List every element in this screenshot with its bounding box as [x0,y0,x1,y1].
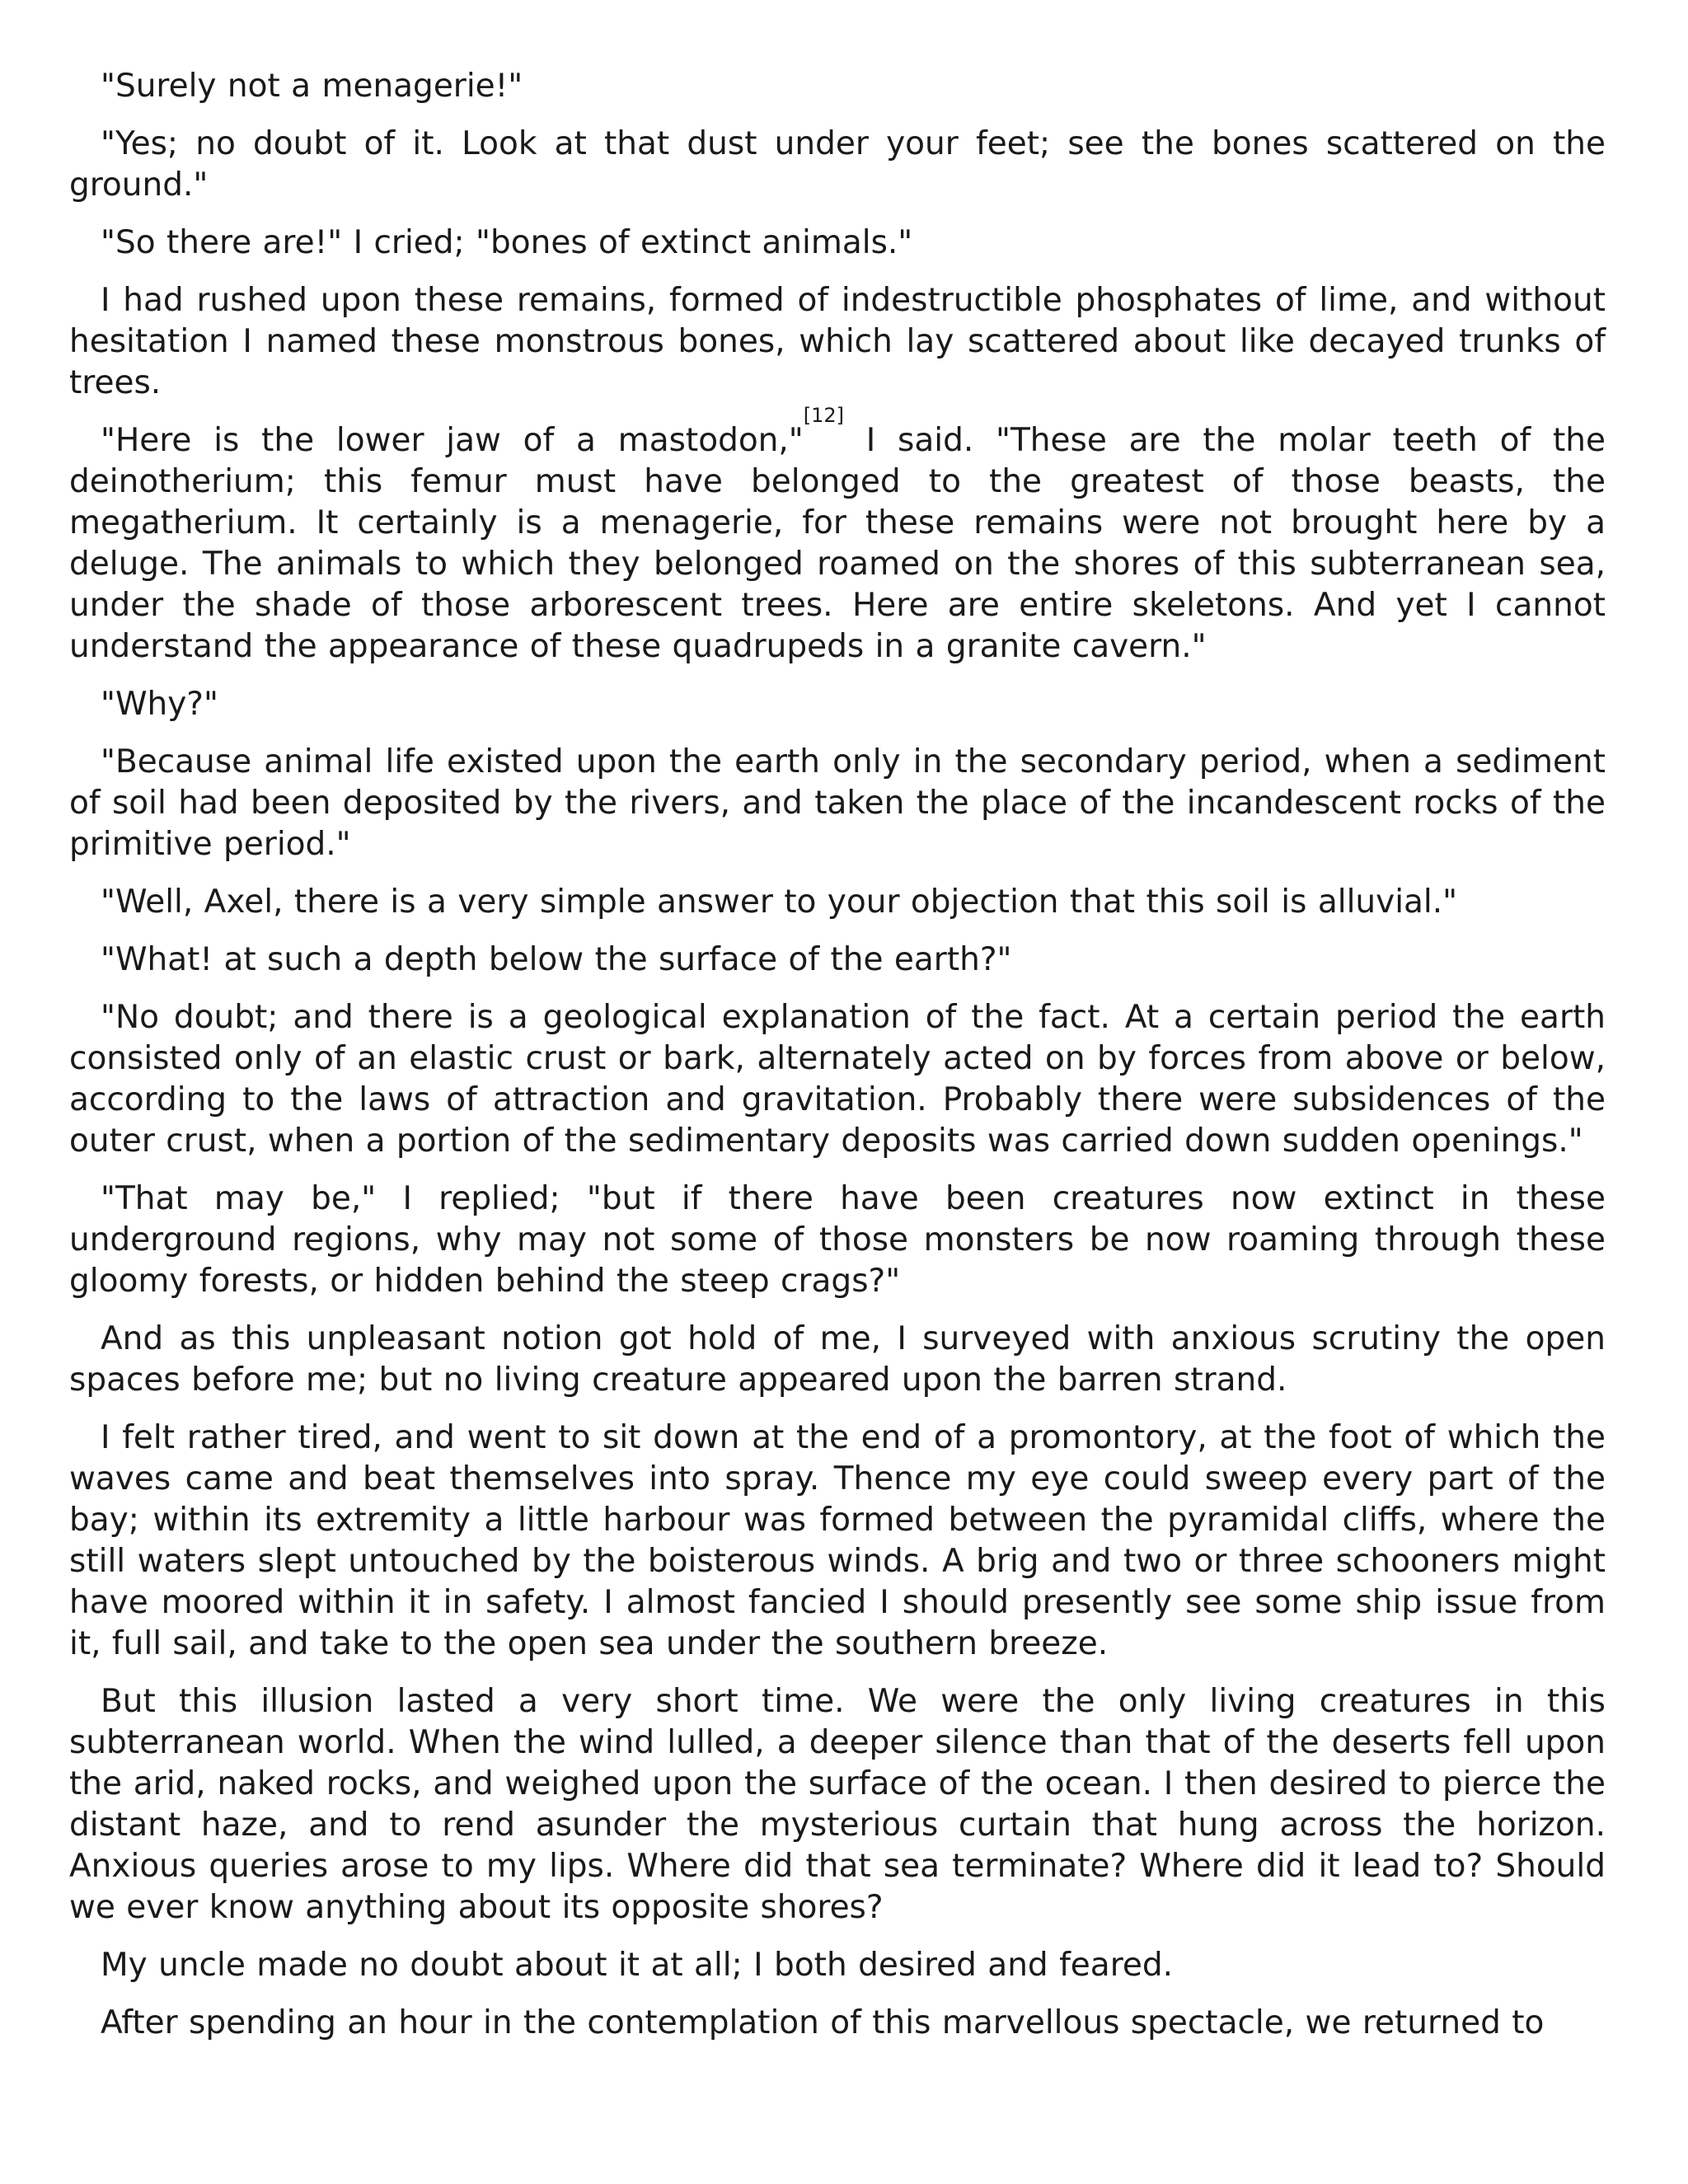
paragraph: "What! at such a depth below the surface of the earth?" [101,941,1012,978]
paragraph: And as this unpleasant notion got hold of me, I surveyed with anxious scrutiny the open spaces before me; but no living creature appeared upon the barren strand. [69,1320,1606,1399]
paragraph: After spending an hour in the contemplation of this marvellous spectacle, we returned to [101,2004,1545,2041]
paragraph: "No doubt; and there is a geological explanation of the fact. At a certain period the earth consisted only of an elastic crust or bark, alternately acted on by forces from above or below, according to the laws of attraction and gravitation. Probably there were subsidences of the outer crust, when a portion of the sedimentary deposits was carried down sudden openings." [69,999,1606,1160]
paragraph: I felt rather tired, and went to sit down at the end of a promontory, at the foot of which the waves came and beat themselves into spray. Thence my eye could sweep every part of the bay; within its extremity a little harbour was formed between the pyramidal cliffs, where the still waters slept untouched by the boisterous winds. A brig and two or three schooners might have moored within it in safety. I almost fancied I should presently see some ship issue from it, full sail, and take to the open sea under the southern breeze. [69,1419,1606,1662]
paragraph: "Well, Axel, there is a very simple answer to your objection that this soil is alluvial." [101,883,1458,921]
paragraph [69,404,1606,668]
paragraph: I had rushed upon these remains, formed of indestructible phosphates of lime, and without hesitation I named these monstrous bones, which lay scattered about like decayed trunks of trees. [69,282,1606,401]
paragraph: "Because animal life existed upon the earth only in the secondary period, when a sediment of soil had been deposited by the rivers, and taken the place of the incandescent rocks of the primitive period." [69,743,1606,863]
paragraph: "So there are!" I cried; "bones of extinct animals." [101,224,913,261]
paragraph: "Why?" [101,686,218,723]
paragraph: But this illusion lasted a very short time. We were the only living creatures in this subterranean world. When the wind lulled, a deeper silence than that of the deserts fell upon the arid, naked rocks, and weighed upon the surface of the ocean. I then desired to pierce the distant haze, and to rend asunder the mysterious curtain that hung across the horizon. Anxious queries arose to my lips. Where did that sea terminate? Where did it lead to? Should we ever know anything about its opposite shores? [69,1683,1606,1926]
paragraph-text: I said. "These are the molar teeth of the deinotherium; this femur must have belonged to the greatest of those beasts, the megatherium. It certainly is a menagerie, for these remains were not brought here by a deluge. The animals to which they belonged roamed on the shores of this subterranean sea, under the shade of those arborescent trees. Here are entire skeletons. And yet I cannot understand the appearance of these quadrupeds in a granite cavern." [69,422,1606,665]
paragraph: "Surely not a menagerie!" [101,68,523,105]
paragraph-text: "Here is the lower jaw of a mastodon," [101,422,804,459]
footnote-reference-link[interactable]: [12] [803,404,845,427]
paragraph: "That may be," I replied; "but if there have been creatures now extinct in these underground regions, why may not some of those monsters be now roaming through these gloomy forests, or hidden behind the steep crags?" [69,1180,1606,1300]
paragraph: My uncle made no doubt about it at all; I both desired and feared. [101,1947,1174,1984]
paragraph: "Yes; no doubt of it. Look at that dust under your feet; see the bones scattered on the ground." [69,125,1606,204]
